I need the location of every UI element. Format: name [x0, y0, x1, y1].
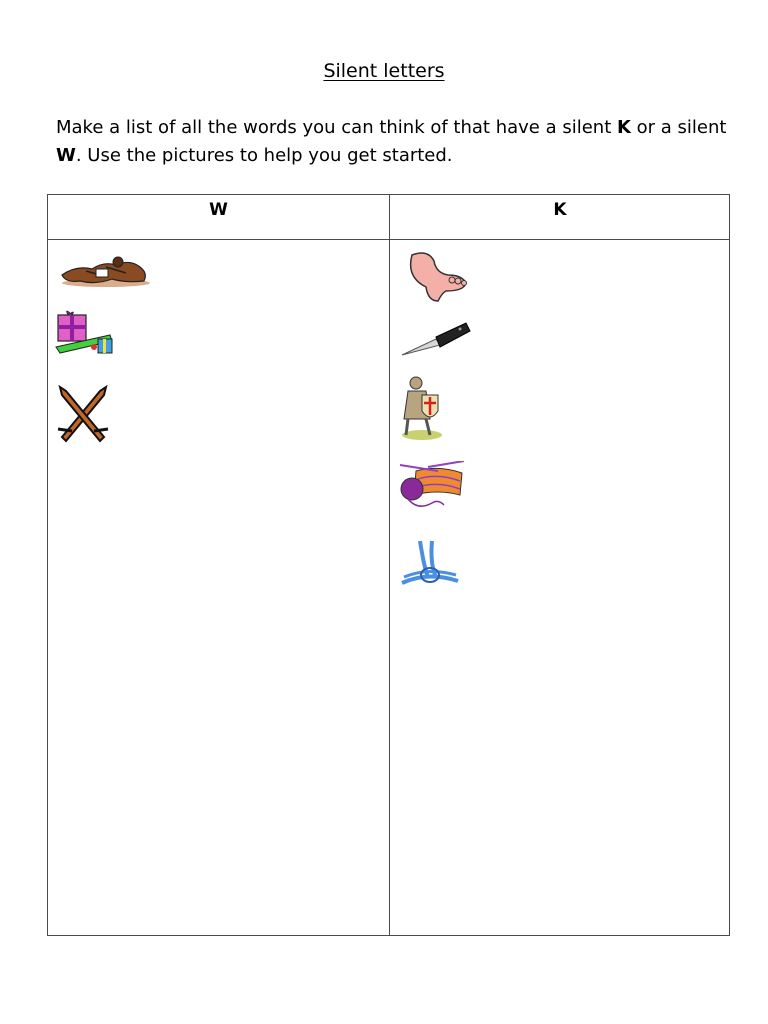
foot-toe-icon: [402, 247, 472, 305]
silent-k-letter: K: [616, 117, 631, 138]
column-header-w: W: [209, 200, 228, 220]
page-title: Silent letters: [323, 60, 445, 82]
wrapped-presents-icon: [54, 309, 116, 357]
silent-w-letter: W: [56, 145, 76, 166]
instruction-part-2: or a silent: [630, 117, 727, 138]
knot-icon: [398, 537, 462, 593]
column-divider: [389, 195, 390, 935]
header-divider: [48, 239, 729, 240]
instructions-text: [56, 114, 736, 170]
knight-icon: [400, 375, 446, 441]
column-header-k: K: [553, 200, 567, 220]
instruction-part-1: Make a list of all the words you can think of that have a silent: [56, 117, 617, 138]
knitting-icon: [398, 461, 468, 513]
knife-icon: [400, 319, 472, 359]
wrestling-icon: [56, 253, 152, 289]
crossed-swords-icon: [54, 383, 112, 443]
word-table: [47, 194, 730, 936]
instruction-part-3: . Use the pictures to help you get started.: [75, 145, 453, 166]
